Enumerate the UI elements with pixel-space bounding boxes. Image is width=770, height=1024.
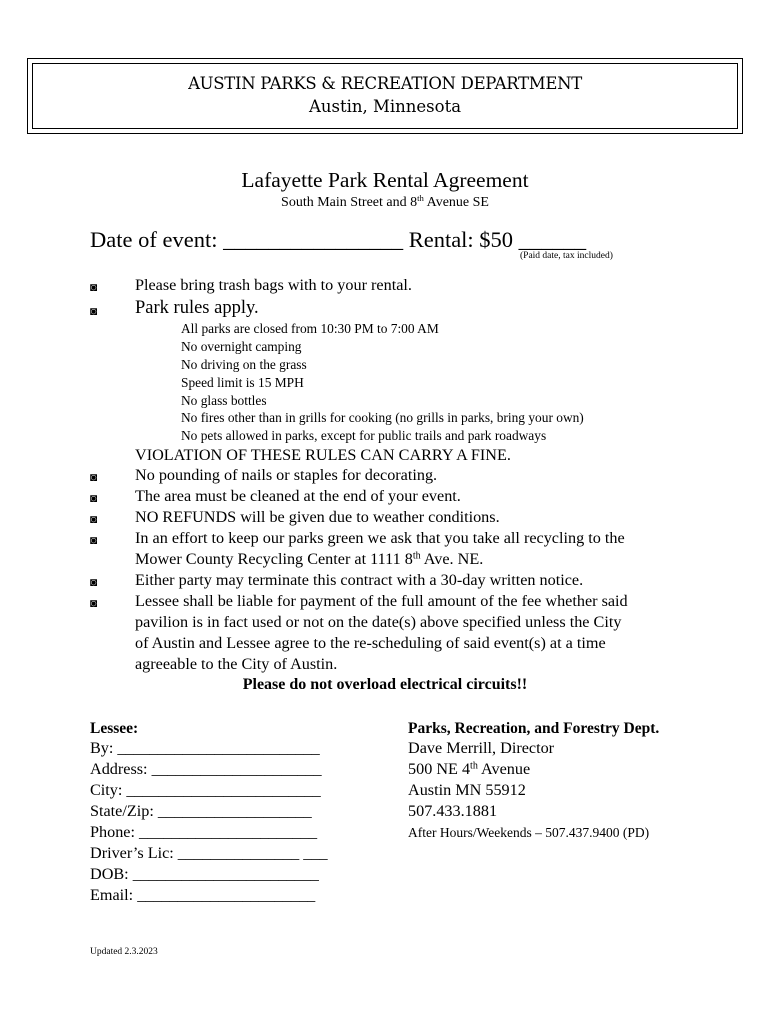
dept-address	[408, 760, 530, 779]
lessee-state-zip-field[interactable]: State/Zip: ___________________	[90, 802, 312, 820]
recycling-post: Ave. NE.	[420, 550, 484, 568]
item-terminate: Either party may terminate this contract with a 30-day written notice.	[135, 571, 584, 589]
location-post: Avenue SE	[423, 195, 489, 210]
bullet-icon: ◙	[90, 280, 98, 294]
dept-address-post: Avenue	[477, 760, 531, 778]
bullet-icon: ◙	[90, 575, 98, 589]
item-no-refunds: NO REFUNDS will be given due to weather conditions.	[135, 508, 500, 526]
header-inner-border	[32, 63, 738, 129]
dept-city: Austin MN 55912	[408, 781, 526, 799]
date-of-event-field[interactable]: Date of event: ________________	[90, 227, 404, 252]
rule-item: Speed limit is 15 MPH	[181, 375, 304, 390]
rule-item: No overnight camping	[181, 339, 302, 354]
item-trash-bags: Please bring trash bags with to your rental.	[135, 276, 412, 294]
park-location	[0, 195, 770, 211]
item-recycling-line2	[135, 550, 483, 569]
bullet-icon: ◙	[90, 596, 98, 610]
department-city: Austin, Minnesota	[308, 97, 462, 116]
lessee-email-field[interactable]: Email: ______________________	[90, 886, 316, 904]
violation-warning: VIOLATION OF THESE RULES CAN CARRY A FINE.	[135, 446, 511, 464]
department-name: AUSTIN PARKS & RECREATION DEPARTMENT	[188, 74, 582, 93]
lessee-city-field[interactable]: City: ________________________	[90, 781, 321, 799]
recycling-pre: Mower County Recycling Center at 1111 8	[135, 550, 413, 568]
item-liability-line3: of Austin and Lessee agree to the re-scheduling of said event(s) at a time	[135, 634, 606, 652]
lessee-dob-field[interactable]: DOB: _______________________	[90, 865, 319, 883]
bullet-icon: ◙	[90, 533, 98, 547]
electrical-warning: Please do not overload electrical circuits!!	[242, 676, 528, 693]
header-box	[27, 58, 743, 134]
updated-date: Updated 2.3.2023	[90, 947, 158, 957]
paid-note: (Paid date, tax included)	[520, 251, 613, 261]
lessee-by-field[interactable]: By: _________________________	[90, 739, 320, 757]
bullet-icon: ◙	[90, 491, 98, 505]
rule-item: No driving on the grass	[181, 357, 307, 372]
dept-phone: 507.433.1881	[408, 802, 498, 820]
dept-address-sup: th	[470, 760, 478, 772]
bullet-icon: ◙	[90, 512, 98, 526]
recycling-sup: th	[412, 550, 421, 562]
lessee-drivers-lic-field[interactable]: Driver’s Lic: _______________ ___	[90, 844, 328, 862]
dept-director: Dave Merrill, Director	[408, 739, 555, 757]
bullet-icon: ◙	[90, 304, 98, 318]
item-liability-line1: Lessee shall be liable for payment of the full amount of the fee whether said	[135, 592, 628, 610]
item-recycling-line1: In an effort to keep our parks green we ask that you take all recycling to the	[135, 529, 625, 547]
lessee-heading: Lessee:	[90, 720, 139, 737]
item-no-nails: No pounding of nails or staples for decorating.	[135, 466, 438, 484]
dept-after-hours: After Hours/Weekends – 507.437.9400 (PD)	[408, 825, 650, 840]
location-pre: South Main Street and 8	[281, 195, 418, 210]
item-liability-line2: pavilion is in fact used or not on the date(s) above specified unless the City	[135, 613, 622, 631]
item-park-rules: Park rules apply.	[135, 298, 259, 318]
rule-item: No glass bottles	[181, 393, 267, 408]
rule-item: All parks are closed from 10:30 PM to 7:00 AM	[181, 321, 439, 336]
dept-heading: Parks, Recreation, and Forestry Dept.	[408, 720, 660, 737]
page-title: Lafayette Park Rental Agreement	[241, 168, 529, 192]
bullet-icon: ◙	[90, 470, 98, 484]
location-sup: th	[417, 193, 424, 204]
event-date-rental-line	[90, 227, 586, 253]
rule-item: No fires other than in grills for cooking (no grills in parks, bring your own)	[181, 410, 584, 425]
lessee-address-field[interactable]: Address: _____________________	[90, 760, 322, 778]
rental-fee-field[interactable]: Rental: $50 ______	[408, 227, 587, 252]
lessee-phone-field[interactable]: Phone: ______________________	[90, 823, 318, 841]
item-clean-area: The area must be cleaned at the end of your event.	[135, 487, 461, 505]
rule-item: No pets allowed in parks, except for public trails and park roadways	[181, 428, 547, 443]
dept-address-pre: 500 NE 4	[408, 760, 471, 778]
item-liability-line4: agreeable to the City of Austin.	[135, 655, 338, 673]
